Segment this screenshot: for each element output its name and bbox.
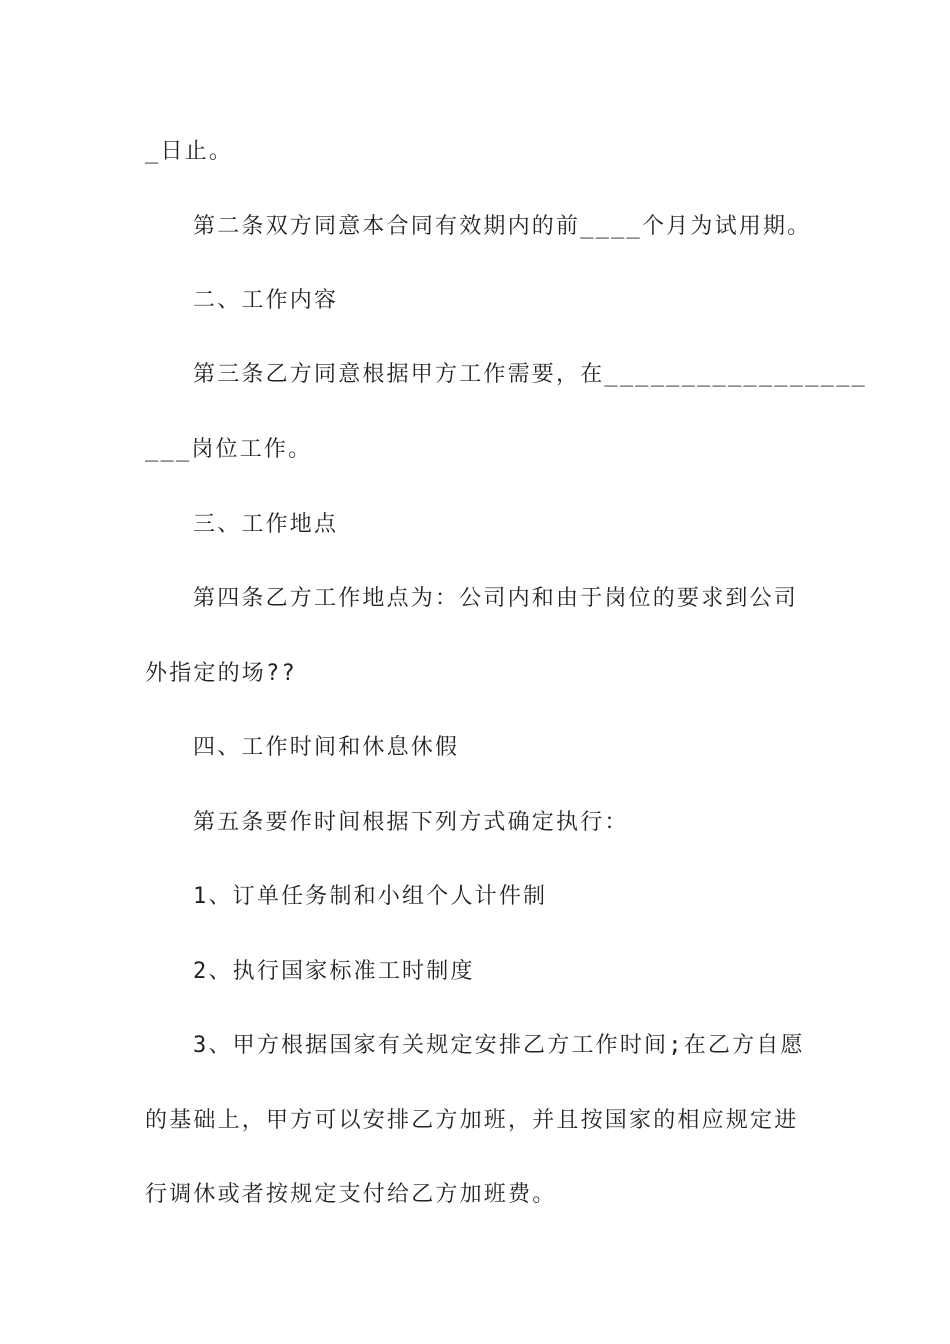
section-heading: 三、工作地点 [193,512,339,537]
list-item: 2、执行国家标准工时制度 [193,959,475,984]
text-line: 第三条乙方同意根据甲方工作需要，在_________________ [193,362,867,387]
text-line: 第四条乙方工作地点为：公司内和由于岗位的要求到公司 [193,586,799,611]
text-line: 的基础上，甲方可以安排乙方加班，并且按国家的相应规定进 [145,1108,799,1133]
text-line: ___岗位工作。 [145,437,313,462]
section-heading: 二、工作内容 [193,288,339,313]
section-heading: 四、工作时间和休息休假 [193,735,460,760]
list-item: 3、甲方根据国家有关规定安排乙方工作时间;在乙方自愿 [193,1033,805,1058]
text-line: 第二条双方同意本合同有效期内的前____个月为试用期。 [193,214,812,239]
text-line: 外指定的场?? [145,661,297,686]
text-line: 行调休或者按规定支付给乙方加班费。 [145,1182,557,1207]
text-line: _日止。 [145,139,234,164]
list-item: 1、订单任务制和小组个人计件制 [193,884,548,909]
text-line: 第五条要作时间根据下列方式确定执行： [193,810,629,835]
